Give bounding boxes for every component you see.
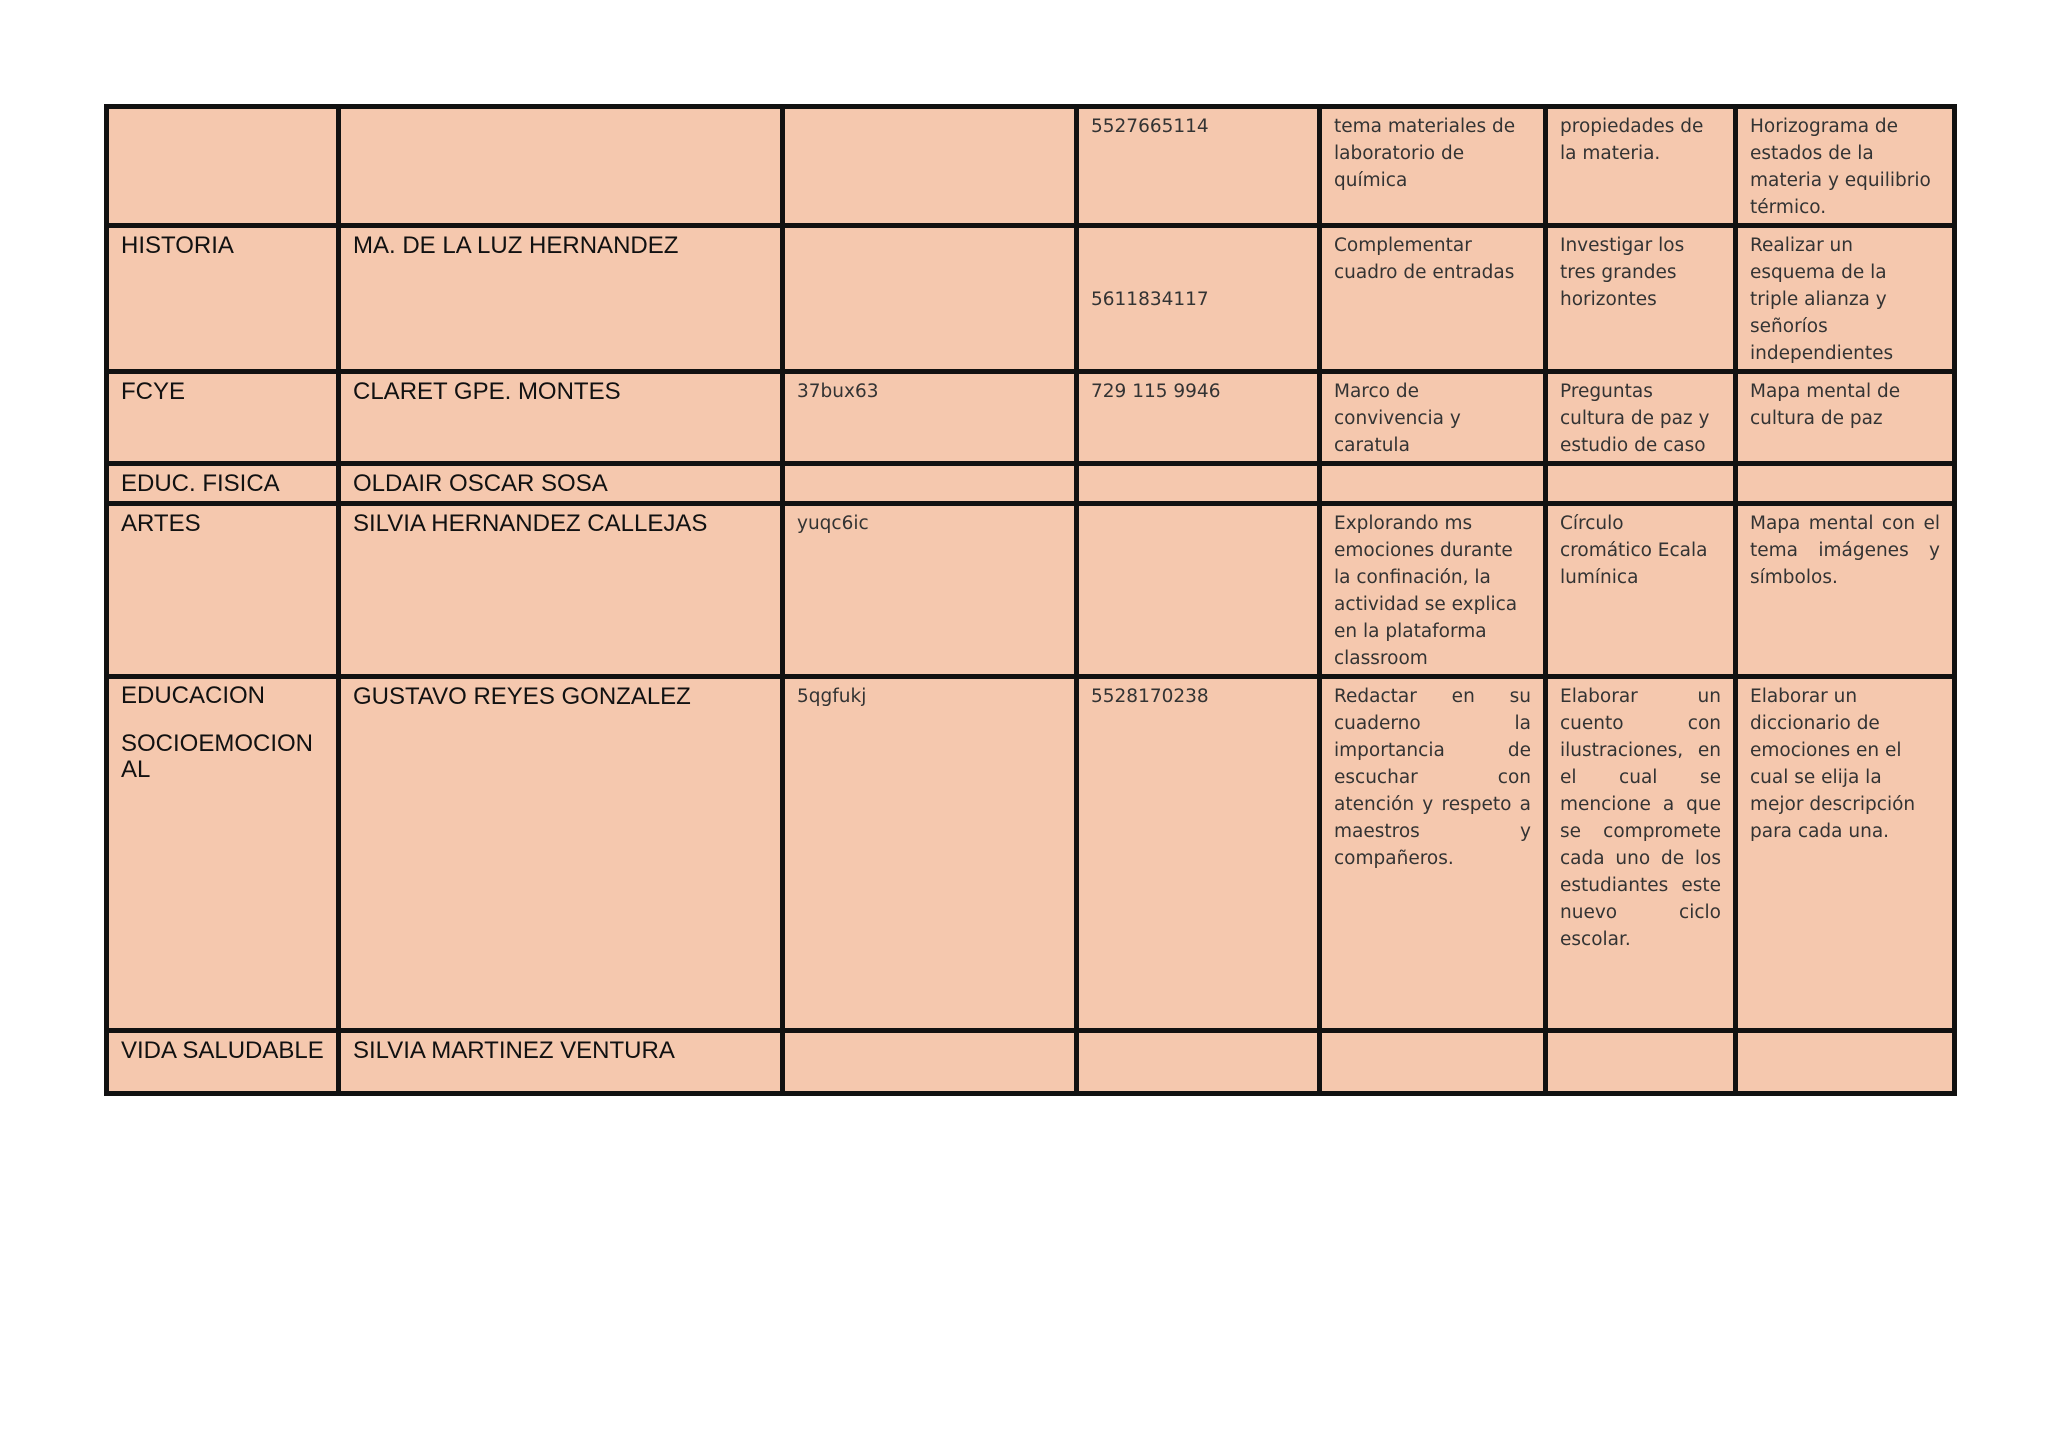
teacher-cell: MA. DE LA LUZ HERNANDEZ [339, 226, 783, 372]
activity-2-cell: Preguntas cultura de paz y estudio de caso [1546, 372, 1736, 464]
activity-1-cell: Redactar en su cuaderno la importancia de escuchar con atención y respeto a maestros y compañeros. [1320, 677, 1546, 1031]
teacher-cell: SILVIA HERNANDEZ CALLEJAS [339, 504, 783, 677]
table-row [107, 226, 1955, 372]
activity-3-cell: Mapa mental de cultura de paz [1736, 372, 1955, 464]
phone-cell: 5527665114 [1077, 107, 1320, 226]
table-row [107, 504, 1955, 677]
teacher-cell: OLDAIR OSCAR SOSA [339, 464, 783, 504]
subject-line-1: EDUCACION [121, 682, 266, 709]
subject-cell [107, 677, 339, 1031]
class-code-cell [783, 1031, 1077, 1094]
activity-2-cell [1546, 1031, 1736, 1094]
table-row [107, 677, 1955, 1031]
activity-1-cell: Marco de convivencia y caratula [1320, 372, 1546, 464]
activity-1-cell: Explorando ms emociones durante la confinación, la actividad se explica en la plataforma classroom [1320, 504, 1546, 677]
phone-cell: 5528170238 [1077, 677, 1320, 1031]
activity-3-cell: Mapa mental con el tema imágenes y símbolos. [1736, 504, 1955, 677]
activity-3-cell [1736, 1031, 1955, 1094]
class-code-cell: yuqc6ic [783, 504, 1077, 677]
class-code-cell [783, 226, 1077, 372]
table-row [107, 464, 1955, 504]
activity-1-cell: Complementar cuadro de entradas [1320, 226, 1546, 372]
subject-cell: VIDA SALUDABLE [107, 1031, 339, 1094]
activity-2-cell [1546, 464, 1736, 504]
subject-cell: HISTORIA [107, 226, 339, 372]
activity-2-cell: propiedades de la materia. [1546, 107, 1736, 226]
activity-1-cell [1320, 1031, 1546, 1094]
table-row [107, 372, 1955, 464]
phone-cell: 729 115 9946 [1077, 372, 1320, 464]
teacher-cell: GUSTAVO REYES GONZALEZ [339, 677, 783, 1031]
subject-cell: FCYE [107, 372, 339, 464]
activity-1-cell [1320, 464, 1546, 504]
teacher-cell: SILVIA MARTINEZ VENTURA [339, 1031, 783, 1094]
table-row [107, 107, 1955, 226]
activity-2-cell: Círculo cromático Ecala lumínica [1546, 504, 1736, 677]
table-row [107, 1031, 1955, 1094]
activity-2-cell: Elaborar un cuento con ilustraciones, en el cual se mencione a que se compromete cada uno de los estudiantes este nuevo ciclo escolar. [1546, 677, 1736, 1031]
class-code-cell [783, 107, 1077, 226]
activity-3-cell [1736, 464, 1955, 504]
teacher-cell [339, 107, 783, 226]
activity-3-cell: Realizar un esquema de la triple alianza y señoríos independientes [1736, 226, 1955, 372]
schedule-table [104, 104, 1957, 1096]
subject-line-2: SOCIOEMOCIONAL [121, 730, 314, 783]
phone-cell [1077, 1031, 1320, 1094]
activity-1-cell: tema materiales de laboratorio de química [1320, 107, 1546, 226]
teacher-cell: CLARET GPE. MONTES [339, 372, 783, 464]
phone-cell [1077, 464, 1320, 504]
activity-3-cell: Horizograma de estados de la materia y equilibrio térmico. [1736, 107, 1955, 226]
subject-cell [107, 107, 339, 226]
phone-cell [1077, 504, 1320, 677]
phone-cell: 5611834117 [1077, 226, 1320, 372]
class-code-cell: 5qgfukj [783, 677, 1077, 1031]
class-code-cell: 37bux63 [783, 372, 1077, 464]
activity-3-cell: Elaborar un diccionario de emociones en el cual se elija la mejor descripción para cada una. [1736, 677, 1955, 1031]
class-code-cell [783, 464, 1077, 504]
activity-2-cell: Investigar los tres grandes horizontes [1546, 226, 1736, 372]
subject-cell: EDUC. FISICA [107, 464, 339, 504]
subject-cell: ARTES [107, 504, 339, 677]
